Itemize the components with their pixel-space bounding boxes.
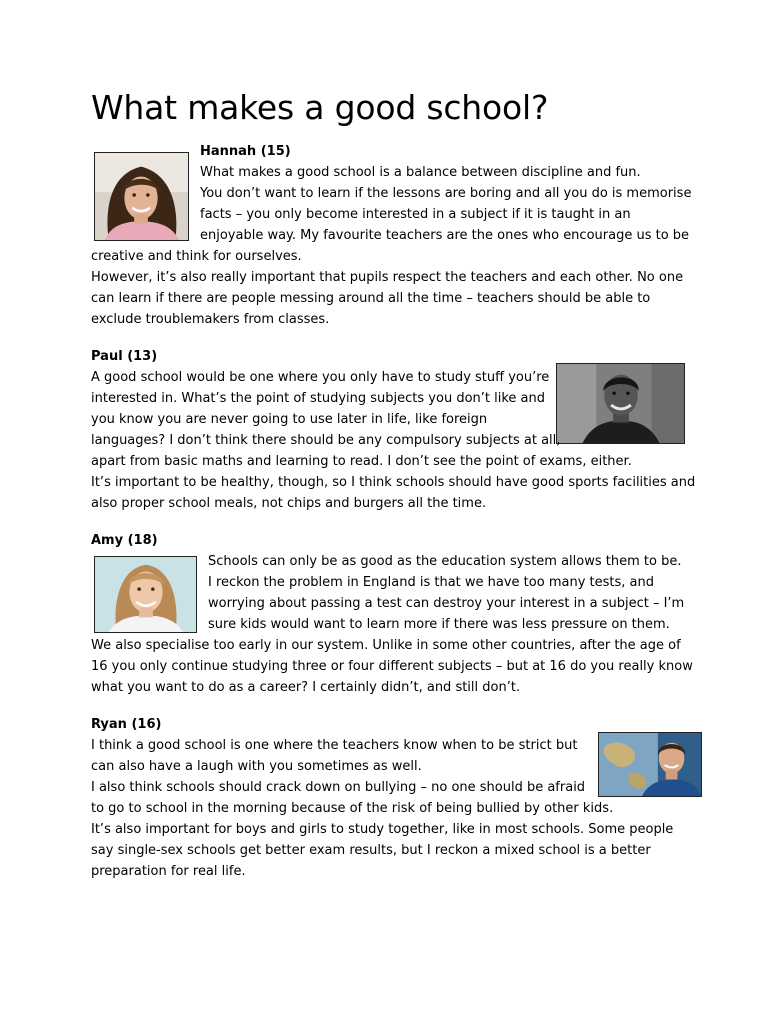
amy-name: Amy (18) — [91, 533, 158, 548]
hannah-line: facts – you only become interested in a subject if it is taught in an — [200, 207, 631, 222]
hannah-line: can learn if there are people messing around all the time – teachers should be able to — [91, 291, 651, 306]
amy-line: Schools can only be as good as the education system allows them to be. — [208, 554, 682, 569]
paul-line: A good school would be one where you only have to study stuff you’re — [91, 370, 550, 385]
hannah-name: Hannah (15) — [200, 144, 291, 159]
amy-line: worrying about passing a test can destroy your interest in a subject – I’m — [208, 596, 685, 611]
hannah-line: enjoyable way. My favourite teachers are the ones who encourage us to be — [200, 228, 690, 243]
hannah-line: You don’t want to learn if the lessons are boring and all you do is memorise — [200, 186, 692, 201]
amy-line: sure kids would want to learn more if there was less pressure on them. — [208, 617, 670, 632]
amy-line: what you want to do as a career? I certainly didn’t, and still don’t. — [91, 680, 521, 695]
paul-line: languages? I don’t think there should be any compulsory subjects at all, — [91, 433, 561, 448]
paul-photo — [556, 363, 685, 444]
amy-line: I reckon the problem in England is that we have too many tests, and — [208, 575, 654, 590]
ryan-line: I also think schools should crack down on bullying – no one should be afraid — [91, 780, 586, 795]
ryan-photo — [598, 732, 702, 797]
ryan-line: I think a good school is one where the teachers know when to be strict but — [91, 738, 578, 753]
paul-name: Paul (13) — [91, 349, 158, 364]
hannah-line: However, it’s also really important that pupils respect the teachers and each other. No one — [91, 270, 684, 285]
paul-line: apart from basic maths and learning to read. I don’t see the point of exams, either. — [91, 454, 632, 469]
hannah-line: creative and think for ourselves. — [91, 249, 302, 264]
amy-photo — [94, 556, 197, 633]
paul-line: It’s important to be healthy, though, so I think schools should have good sports facilities and — [91, 475, 696, 490]
ryan-line: can also have a laugh with you sometimes as well. — [91, 759, 422, 774]
hannah-photo — [94, 152, 189, 241]
paul-line: interested in. What’s the point of studying subjects you don’t like and — [91, 391, 545, 406]
ryan-line: to go to school in the morning because of the risk of being bullied by other kids. — [91, 801, 614, 816]
page-title: What makes a good school? — [91, 88, 549, 127]
ryan-line: It’s also important for boys and girls to study together, like in most schools. Some people — [91, 822, 674, 837]
ryan-line: say single-sex schools get better exam results, but I reckon a mixed school is a better — [91, 843, 651, 858]
paul-line: also proper school meals, not chips and burgers all the time. — [91, 496, 487, 511]
amy-line: We also specialise too early in our system. Unlike in some other countries, after the age of — [91, 638, 681, 653]
paul-line: you know you are never going to use later in life, like foreign — [91, 412, 488, 427]
hannah-line: What makes a good school is a balance between discipline and fun. — [200, 165, 641, 180]
amy-line: 16 you only continue studying three or four different subjects – but at 16 do you really know — [91, 659, 693, 674]
ryan-line: preparation for real life. — [91, 864, 246, 879]
ryan-name: Ryan (16) — [91, 717, 162, 732]
hannah-line: exclude troublemakers from classes. — [91, 312, 330, 327]
